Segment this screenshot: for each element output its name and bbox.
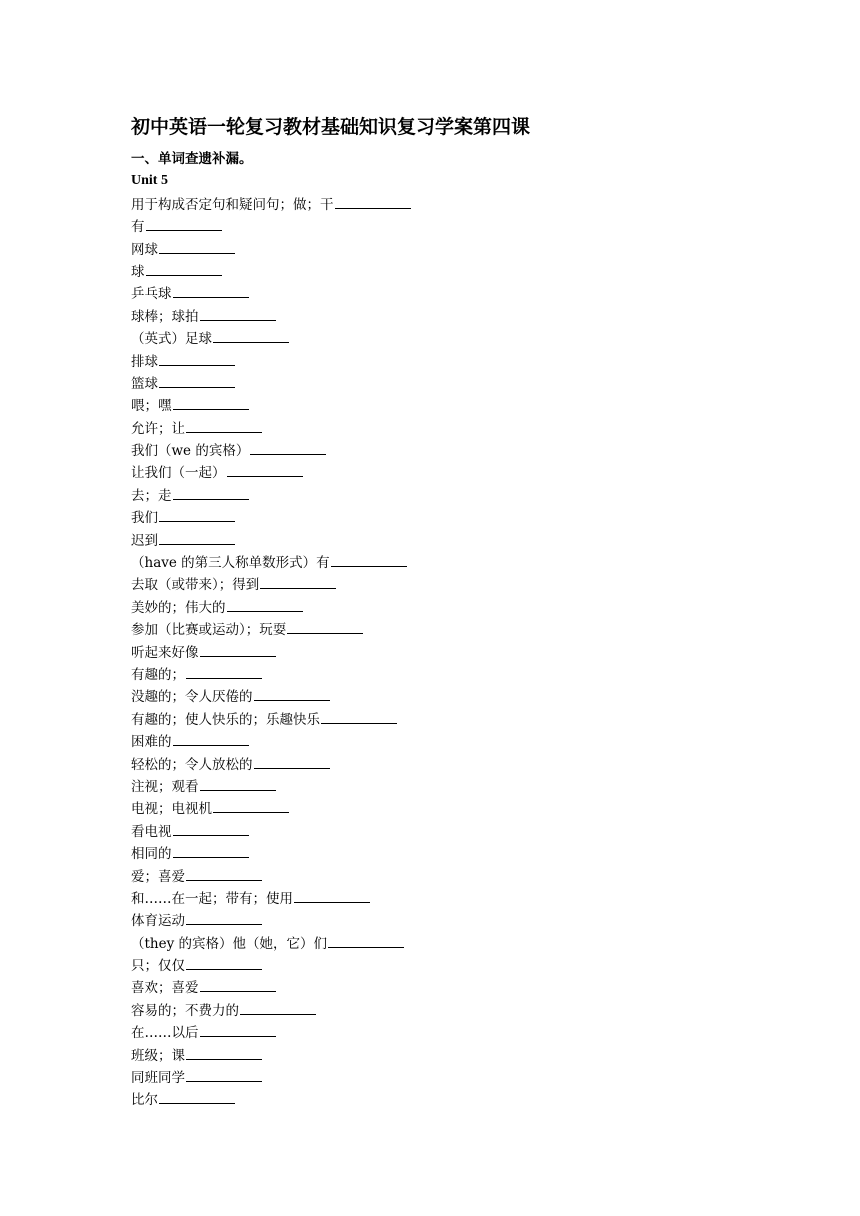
vocab-item [131, 865, 791, 887]
vocab-item-label: 球 [131, 263, 145, 280]
vocab-item [131, 685, 791, 707]
vocab-item-label: 球棒；球拍 [131, 308, 199, 325]
answer-blank[interactable] [186, 865, 262, 881]
vocab-item-label: 篮球 [131, 375, 158, 392]
answer-blank[interactable] [173, 730, 249, 746]
answer-blank[interactable] [213, 327, 289, 343]
vocab-item-label: 乒乓球 [131, 286, 172, 303]
vocab-item [131, 976, 791, 998]
vocab-item [131, 551, 791, 573]
answer-blank[interactable] [331, 551, 407, 567]
vocab-item-label: 让我们（一起） [131, 465, 226, 482]
document-title: 初中英语一轮复习教材基础知识复习学案第四课 [131, 116, 531, 138]
vocab-item [131, 238, 791, 260]
vocab-item [131, 282, 791, 304]
answer-blank[interactable] [159, 506, 235, 522]
answer-blank[interactable] [186, 909, 262, 925]
vocab-item-label: 注视；观看 [131, 778, 199, 795]
answer-blank[interactable] [200, 305, 276, 321]
vocab-item [131, 730, 791, 752]
vocab-item-label: 和……在一起；带有；使用 [131, 890, 293, 907]
answer-blank[interactable] [159, 529, 235, 545]
answer-blank[interactable] [159, 1088, 235, 1104]
vocab-item [131, 887, 791, 909]
answer-blank[interactable] [260, 573, 336, 589]
vocab-item [131, 1066, 791, 1088]
vocab-item-label: 没趣的；令人厌倦的 [131, 689, 253, 706]
vocab-item-label: 去取（或带来）；得到 [131, 577, 260, 594]
vocab-item-label: 体育运动 [131, 913, 185, 930]
vocab-item [131, 641, 791, 663]
answer-blank[interactable] [146, 260, 222, 276]
answer-blank[interactable] [227, 461, 303, 477]
vocab-item-label: 看电视 [131, 823, 172, 840]
vocab-item-label: 同班同学 [131, 1070, 185, 1087]
vocab-item-label: 相同的 [131, 846, 172, 863]
vocab-item [131, 1088, 791, 1110]
answer-blank[interactable] [335, 193, 411, 209]
vocab-item [131, 1044, 791, 1066]
vocab-item-label: 只；仅仅 [131, 958, 185, 975]
vocab-item [131, 1021, 791, 1043]
answer-blank[interactable] [173, 820, 249, 836]
vocab-item-label: 美妙的；伟大的 [131, 599, 226, 616]
vocab-item [131, 417, 791, 439]
unit-heading: Unit 5 [131, 173, 168, 189]
answer-blank[interactable] [173, 394, 249, 410]
vocab-item-label: 允许；让 [131, 420, 185, 437]
vocab-item-label: 听起来好像 [131, 644, 199, 661]
vocab-item-label: 电视；电视机 [131, 801, 212, 818]
answer-blank[interactable] [200, 775, 276, 791]
vocab-item [131, 394, 791, 416]
vocab-item-label: 迟到 [131, 532, 158, 549]
vocab-item-label: 去；走 [131, 487, 172, 504]
vocab-item [131, 439, 791, 461]
vocab-item [131, 663, 791, 685]
answer-blank[interactable] [159, 372, 235, 388]
vocab-item-label: 有 [131, 219, 145, 236]
answer-blank[interactable] [294, 887, 370, 903]
vocab-item [131, 215, 791, 237]
answer-blank[interactable] [287, 618, 363, 634]
vocab-item [131, 305, 791, 327]
answer-blank[interactable] [240, 999, 316, 1015]
vocab-item-label: 参加（比赛或运动）；玩耍 [131, 622, 287, 639]
vocab-item [131, 350, 791, 372]
vocab-item [131, 820, 791, 842]
answer-blank[interactable] [227, 596, 303, 612]
answer-blank[interactable] [250, 439, 326, 455]
vocab-item [131, 932, 791, 954]
vocab-item-label: 有趣的；使人快乐的；乐趣快乐 [131, 711, 320, 728]
vocab-item-label: 有趣的； [131, 666, 185, 683]
vocab-item [131, 193, 791, 215]
vocab-item [131, 954, 791, 976]
vocab-item [131, 842, 791, 864]
vocab-item-label: 困难的 [131, 734, 172, 751]
vocab-item [131, 775, 791, 797]
vocab-item [131, 327, 791, 349]
answer-blank[interactable] [186, 1066, 262, 1082]
vocab-item [131, 529, 791, 551]
answer-blank[interactable] [254, 685, 330, 701]
answer-blank[interactable] [200, 1021, 276, 1037]
answer-blank[interactable] [213, 797, 289, 813]
vocab-item [131, 596, 791, 618]
vocab-item [131, 260, 791, 282]
section-heading: 一、单词查遗补漏。 [131, 151, 253, 167]
vocab-item [131, 618, 791, 640]
vocab-item [131, 484, 791, 506]
answer-blank[interactable] [186, 417, 262, 433]
vocab-item-label: 我们 [131, 510, 158, 527]
answer-blank[interactable] [186, 663, 262, 679]
vocab-item [131, 999, 791, 1021]
answer-blank[interactable] [200, 976, 276, 992]
vocab-item [131, 753, 791, 775]
vocab-item-label: 班级；课 [131, 1047, 185, 1064]
vocab-item [131, 372, 791, 394]
answer-blank[interactable] [173, 484, 249, 500]
answer-blank[interactable] [159, 238, 235, 254]
vocab-item-label: 轻松的；令人放松的 [131, 756, 253, 773]
vocab-item-label: 喂；嘿 [131, 398, 172, 415]
answer-blank[interactable] [328, 932, 404, 948]
vocab-item [131, 506, 791, 528]
vocab-item [131, 909, 791, 931]
vocab-item-label: （英式）足球 [131, 331, 212, 348]
vocab-item-label: 容易的；不费力的 [131, 1002, 239, 1019]
vocab-item [131, 573, 791, 595]
vocab-item-label: 我们（we 的宾格） [131, 443, 250, 460]
vocab-item-label: 网球 [131, 241, 158, 258]
vocab-item-label: （they 的宾格）他（她，它）们 [131, 935, 328, 952]
vocab-item-label: 排球 [131, 353, 158, 370]
vocab-item [131, 461, 791, 483]
vocab-item [131, 708, 791, 730]
answer-blank[interactable] [321, 708, 397, 724]
vocab-item [131, 797, 791, 819]
vocab-item-label: 比尔 [131, 1092, 158, 1109]
vocab-item-label: （have 的第三人称单数形式）有 [131, 555, 330, 572]
answer-blank[interactable] [186, 1044, 262, 1060]
vocab-item-label: 喜欢；喜爱 [131, 980, 199, 997]
vocab-item-label: 在……以后 [131, 1025, 199, 1042]
answer-blank[interactable] [254, 753, 330, 769]
answer-blank[interactable] [186, 954, 262, 970]
vocab-item-label: 爱；喜爱 [131, 868, 185, 885]
vocab-item-label: 用于构成否定句和疑问句；做；干 [131, 196, 334, 213]
answer-blank[interactable] [146, 215, 222, 231]
answer-blank[interactable] [159, 350, 235, 366]
worksheet-page [131, 112, 791, 1111]
answer-blank[interactable] [173, 282, 249, 298]
answer-blank[interactable] [200, 641, 276, 657]
vocab-list [131, 193, 791, 1111]
answer-blank[interactable] [173, 842, 249, 858]
